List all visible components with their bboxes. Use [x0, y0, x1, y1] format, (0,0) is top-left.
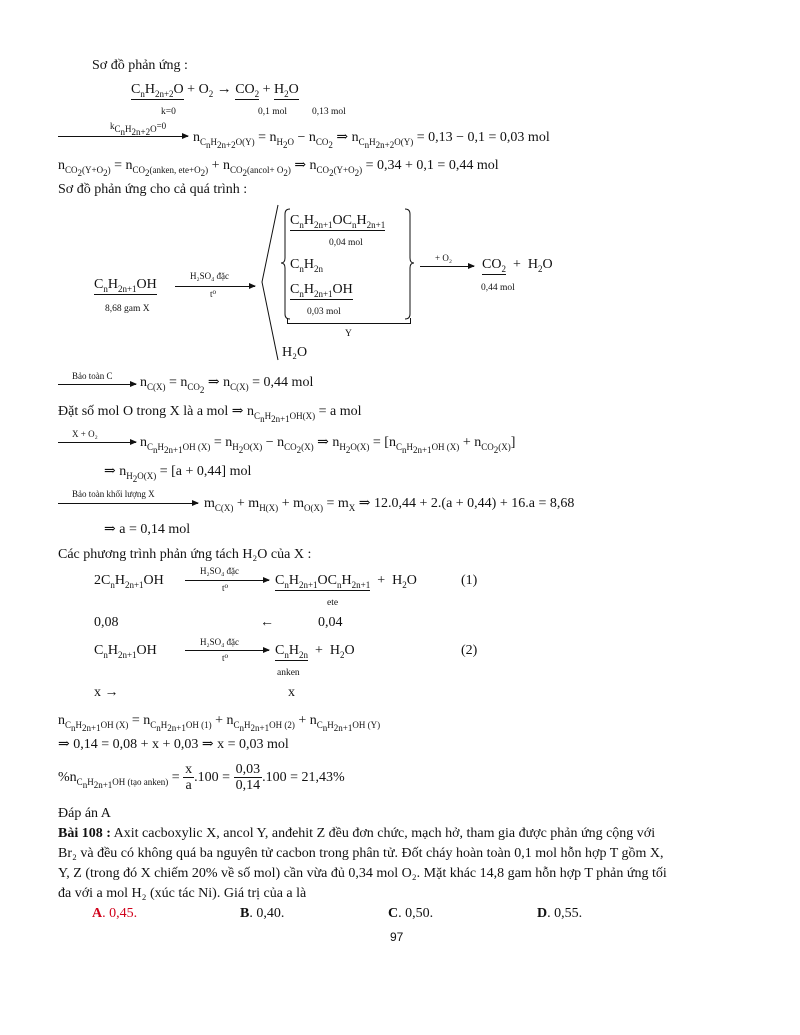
x-arrow: x →	[94, 685, 119, 700]
process-h2o-product: H₂O	[282, 345, 308, 360]
eq-h2o-x-result: ⇒ $n_{H_2O(X)} = [a + 0,44]$ mol	[104, 464, 252, 484]
tach-label: Các phương trình phản ứng tách H₂O của X :	[58, 547, 312, 562]
arrow	[185, 650, 269, 651]
sum-eq: ⇒ 0,14 = 0,08 + x + 0,03 ⇒ x = 0,03 mol	[58, 737, 289, 752]
option-b: B. 0,40.	[240, 906, 285, 921]
scheme1-equation: $C_nH_{2n+2}O + O_2 \to CO_2 + H_2O$	[131, 81, 299, 99]
o2-label: + O₂	[435, 253, 452, 263]
eq2-temp: t⁰	[222, 653, 229, 663]
ete-mol: 0,04 mol	[329, 238, 363, 248]
option-c: C. 0,50.	[388, 906, 434, 921]
page-number: 97	[390, 930, 404, 944]
problem-line-1: Bài 108 : Axit cacboxylic X, ancol Y, anđehit Z đều đơn chức, mạch hở, tham gia được phản ứng cộng với	[58, 826, 656, 841]
arrow	[175, 286, 255, 287]
eq-h2o-x: $n_{C_nH_{2n+1}OH (X)} = n_{H_2O(X)} - n_{CO_2(X)}$ ⇒ $n_{H_2O(X)} = [n_{C_nH_{2n+1}OH (X)} + n_{CO_2(X)}]$	[140, 435, 516, 455]
anken-formula: $C_nH_{2n}$	[290, 257, 323, 274]
scheme-label: Sơ đồ phản ứng :	[92, 58, 188, 73]
percent-eq: $\%n_{C_nH_{2n+1}OH (tạo anken)}$ = $\frac{x}{a}$ .100 = $\frac{0,03}{0,14}$ .100 = 21,43%	[58, 762, 345, 794]
anken-label: anken	[277, 668, 300, 678]
bao-toan-kl-label: Bảo toàn khối lượng X	[72, 489, 155, 499]
co2-mol: 0,44 mol	[481, 283, 515, 293]
bao-toan-c-label: Bảo toàn C	[72, 371, 113, 381]
h2o-amount: 0,13 mol	[312, 107, 346, 117]
problem-line-3: Y, Z (trong đó X chiếm 20% về số mol) cần vừa đủ 0,34 mol O₂. Mặt khác 14,8 gam hỗn hợp T phản ứng tối	[58, 866, 667, 881]
eq-sum-ancol: $n_{C_nH_{2n+1}OH (X)} = n_{C_nH_{2n+1}OH (1)} + n_{C_nH_{2n+1}OH (2)} + n_{C_nH_{2n+1}OH (Y)}$	[58, 713, 381, 733]
y-label: Y	[345, 329, 352, 339]
k0-note: k=0	[161, 107, 176, 117]
problem-line-4: đa với a mol H₂ (xúc tác Ni). Giá trị của a là	[58, 886, 307, 901]
eq1-catalyst: H₂SO₄ đặc	[200, 566, 240, 576]
mol-008: 0,08	[94, 615, 119, 630]
x-o2-label: X + O₂	[72, 429, 98, 439]
problem-line-2: Br₂ và đều có không quá ba nguyên tử cacbon trong phân tử. Đốt cháy hoàn toàn 0,1 mol hỗn hợp T gồm X,	[58, 846, 664, 861]
eq-mass: $m_{C(X)} + m_{H(X)} + m_{O(X)} = m_X$ ⇒ 12.0,44 + 2.(a + 0,44) + 16.a = 8,68	[204, 496, 575, 513]
process-label: Sơ đồ phản ứng cho cả quá trình :	[58, 182, 248, 197]
ancol-mol: 0,03 mol	[307, 307, 341, 317]
co2-product: $CO_2 + H_2O$	[482, 257, 553, 274]
eq-ancol-y: $n_{C_nH_{2n+2}O(Y)} = n_{H_2O} - n_{CO_2}$ ⇒ $n_{C_nH_{2n+2}O(Y)} = 0,13 - 0,1 = 0,03$ mol	[193, 130, 550, 150]
eq2-product: $C_nH_{2n} + H_2O$	[275, 643, 355, 660]
option-a: A. 0,45.	[92, 906, 138, 921]
arrow	[58, 503, 198, 504]
answer-line: Đáp án A	[58, 806, 111, 821]
eq-carbon: $n_{C(X)} = n_{CO_2}$ ⇒ $n_{C(X)} = 0,44$ mol	[140, 375, 314, 395]
co2-amount: 0,1 mol	[258, 107, 288, 117]
catalyst-label: H₂SO₄ đặc	[190, 271, 230, 281]
ete-formula: $C_nH_{2n+1}OC_nH_{2n+1}$	[290, 213, 386, 230]
mol-004: 0,04	[318, 615, 343, 630]
x-mass: 8,68 gam X	[105, 304, 150, 314]
eq1-reactant: $2C_nH_{2n+1}OH$	[94, 573, 164, 590]
arrow	[58, 384, 136, 385]
a-result: ⇒ a = 0,14 mol	[104, 522, 191, 537]
x-val: x	[288, 685, 295, 700]
arrow-label-k0: $k_{C_nH_{2n+2}O}=0$	[110, 121, 167, 137]
option-d: D. 0,55.	[537, 906, 583, 921]
eq2-number: (2)	[461, 643, 478, 658]
ancol-formula: $C_nH_{2n+1}OH$	[290, 282, 353, 299]
left-arrow: ←	[260, 615, 274, 630]
x-formula: $C_nH_{2n+1}OH$	[94, 277, 157, 294]
arrow	[420, 266, 474, 267]
eq1-temp: t⁰	[222, 583, 229, 593]
eq1-product: $C_nH_{2n+1}OC_nH_{2n+1} + H_2O$	[275, 573, 417, 590]
y-underbrace	[287, 318, 411, 324]
temp-label: t⁰	[210, 289, 217, 299]
arrow	[185, 580, 269, 581]
eq2-catalyst: H₂SO₄ đặc	[200, 637, 240, 647]
arrow	[58, 442, 136, 443]
eq-co2-total: $n_{CO_2(Y+O_2)} = n_{CO_2(anken, ete+O_2)} + n_{CO_2(ancol+ O_2)}$ ⇒ $n_{CO_2(Y+O_2)} = 0,34 + 0,1 = 0,44$ mol	[58, 158, 499, 178]
eq1-number: (1)	[461, 573, 478, 588]
ete-label: ete	[327, 598, 339, 608]
dat-so-mol: Đặt số mol O trong X là a mol ⇒ $n_{C_nH_{2n+1}OH(X)} = a$ mol	[58, 404, 362, 424]
eq2-reactant: $C_nH_{2n+1}OH$	[94, 643, 157, 660]
